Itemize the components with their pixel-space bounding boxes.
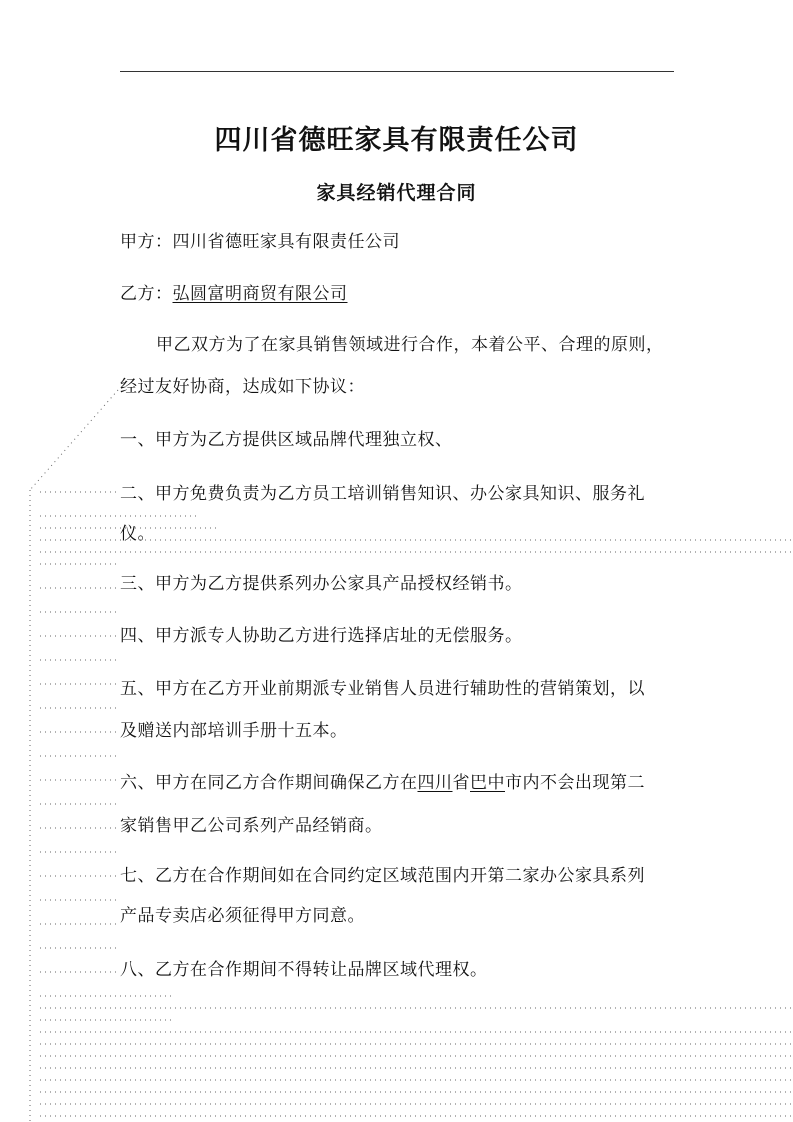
party-a-label: 甲方： [120,232,173,252]
party-a-name: 四川省德旺家具有限责任公司 [172,232,400,252]
contract-title: 家具经销代理合同 [316,182,477,204]
clause-5-line-1: 五、甲方在乙方开业前期派专业销售人员进行辅助性的营销策划，以 [120,679,645,699]
clause-2-line-1: 二、甲方免费负责为乙方员工培训销售知识、办公家具知识、服务礼 [120,484,645,504]
party-b-label: 乙方： [120,284,173,304]
party-b-name: 弘圆富明商贸有限公司 [172,284,348,304]
clause-6-post: 市内不会出现第二 [505,773,645,793]
clause-4: 四、甲方派专人协助乙方进行选择店址的无偿服务。 [120,626,523,646]
clause-5-line-2: 及赠送内部培训手册十五本。 [120,721,348,741]
clause-2-line-2: 仪。 [120,524,155,544]
clause-8: 八、乙方在合作期间不得转让品牌区域代理权。 [120,960,488,980]
clause-6-line-1 [120,771,680,795]
clause-7-line-1: 七、乙方在合作期间如在合同约定区域范围内开第二家办公家具系列 [120,866,645,886]
preamble-line-1: 甲乙双方为了在家具销售领域进行合作，本着公平、合理的原则， [156,335,664,355]
header-rule [120,71,674,72]
clause-6-line-2: 家销售甲乙公司系列产品经销商。 [120,816,383,836]
clause-6-city: 巴中 [470,773,505,793]
preamble-line-2: 经过友好协商，达成如下协议： [120,377,365,397]
company-title: 四川省德旺家具有限责任公司 [214,125,579,156]
clause-6-mid: 省 [452,773,470,793]
party-b-line [120,282,680,306]
clause-6-pre: 六、甲方在同乙方合作期间确保乙方在 [120,773,418,793]
clause-1: 一、甲方为乙方提供区域品牌代理独立权、 [120,430,453,450]
clause-7-line-2: 产品专卖店必须征得甲方同意。 [120,906,365,926]
clause-3: 三、甲方为乙方提供系列办公家具产品授权经销书。 [120,574,523,594]
clause-6-province: 四川 [417,773,453,793]
party-a-line [120,230,680,254]
